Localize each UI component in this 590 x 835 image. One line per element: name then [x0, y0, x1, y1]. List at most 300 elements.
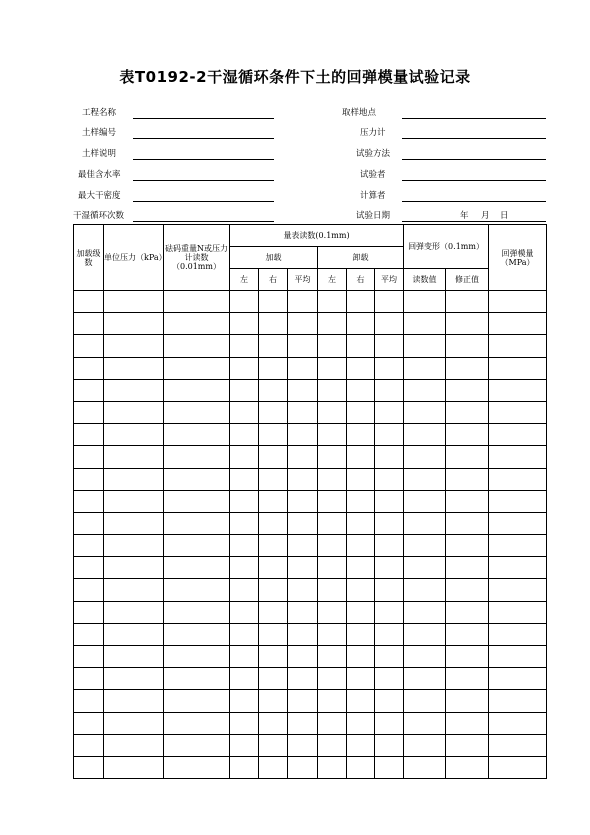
table-cell[interactable]	[375, 712, 404, 734]
table-cell[interactable]	[446, 668, 489, 690]
table-cell[interactable]	[375, 579, 404, 601]
table-cell[interactable]	[375, 756, 404, 778]
table-cell[interactable]	[104, 335, 164, 357]
table-cell[interactable]	[489, 601, 547, 623]
table-cell[interactable]	[259, 535, 288, 557]
table-cell[interactable]	[375, 291, 404, 313]
table-cell[interactable]	[74, 712, 104, 734]
table-row	[74, 357, 547, 379]
table-row	[74, 291, 547, 313]
table-cell[interactable]	[74, 468, 104, 490]
table-cell[interactable]	[446, 646, 489, 668]
table-cell[interactable]	[288, 734, 318, 756]
table-cell[interactable]	[347, 734, 375, 756]
table-cell[interactable]	[446, 490, 489, 512]
table-cell[interactable]	[259, 424, 288, 446]
table-cell[interactable]	[375, 424, 404, 446]
table-cell[interactable]	[489, 512, 547, 534]
header-loading-left: 左	[230, 269, 259, 291]
table-cell[interactable]	[259, 668, 288, 690]
table-cell[interactable]	[347, 446, 375, 468]
table-cell[interactable]	[318, 734, 347, 756]
table-cell[interactable]	[164, 601, 230, 623]
table-cell[interactable]	[104, 490, 164, 512]
table-cell[interactable]	[489, 734, 547, 756]
field-max-dry-density	[78, 187, 278, 203]
field-test-method	[342, 145, 546, 161]
table-cell[interactable]	[104, 535, 164, 557]
table-row	[74, 512, 547, 534]
table-cell[interactable]	[404, 579, 446, 601]
table-cell[interactable]	[259, 646, 288, 668]
table-cell[interactable]	[230, 579, 259, 601]
table-cell[interactable]	[259, 512, 288, 534]
table-cell[interactable]	[288, 490, 318, 512]
table-cell[interactable]	[259, 379, 288, 401]
table-cell[interactable]	[347, 623, 375, 645]
table-cell[interactable]	[489, 557, 547, 579]
fill-line[interactable]	[402, 138, 546, 139]
table-cell[interactable]	[446, 623, 489, 645]
table-cell[interactable]	[164, 734, 230, 756]
table-cell[interactable]	[104, 668, 164, 690]
table-cell[interactable]	[318, 756, 347, 778]
table-row	[74, 424, 547, 446]
table-cell[interactable]	[74, 668, 104, 690]
table-cell[interactable]	[446, 357, 489, 379]
table-cell[interactable]	[347, 668, 375, 690]
table-cell[interactable]	[104, 756, 164, 778]
table-cell[interactable]	[288, 446, 318, 468]
table-cell[interactable]	[74, 490, 104, 512]
table-cell[interactable]	[489, 535, 547, 557]
table-cell[interactable]	[318, 601, 347, 623]
fill-line[interactable]	[133, 221, 274, 222]
table-cell[interactable]	[104, 712, 164, 734]
field-label: 取样地点	[342, 108, 377, 118]
table-cell[interactable]	[104, 357, 164, 379]
field-label: 最佳含水率	[78, 170, 121, 180]
table-cell[interactable]	[164, 712, 230, 734]
table-cell[interactable]	[347, 512, 375, 534]
table-cell[interactable]	[74, 291, 104, 313]
table-cell[interactable]	[74, 734, 104, 756]
table-cell[interactable]	[288, 756, 318, 778]
table-cell[interactable]	[446, 712, 489, 734]
table-cell[interactable]	[489, 291, 547, 313]
table-cell[interactable]	[259, 291, 288, 313]
table-cell[interactable]	[74, 557, 104, 579]
table-cell[interactable]	[404, 490, 446, 512]
table-cell[interactable]	[230, 535, 259, 557]
table-cell[interactable]	[318, 357, 347, 379]
table-cell[interactable]	[164, 446, 230, 468]
table-cell[interactable]	[164, 512, 230, 534]
table-cell[interactable]	[318, 468, 347, 490]
table-cell[interactable]	[489, 690, 547, 712]
table-cell[interactable]	[375, 535, 404, 557]
table-cell[interactable]	[74, 535, 104, 557]
table-cell[interactable]	[318, 712, 347, 734]
table-cell[interactable]	[230, 357, 259, 379]
table-cell[interactable]	[375, 690, 404, 712]
table-cell[interactable]	[288, 601, 318, 623]
table-cell[interactable]	[259, 401, 288, 423]
table-cell[interactable]	[375, 646, 404, 668]
table-cell[interactable]	[446, 557, 489, 579]
table-cell[interactable]	[288, 623, 318, 645]
table-cell[interactable]	[318, 512, 347, 534]
header-load-level: 加载级数	[74, 225, 104, 291]
table-cell[interactable]	[489, 646, 547, 668]
table-cell[interactable]	[104, 690, 164, 712]
table-cell[interactable]	[288, 468, 318, 490]
field-optimal-moisture	[78, 166, 278, 182]
table-cell[interactable]	[104, 623, 164, 645]
table-cell[interactable]	[259, 579, 288, 601]
table-cell[interactable]	[347, 424, 375, 446]
table-cell[interactable]	[104, 579, 164, 601]
table-cell[interactable]	[104, 646, 164, 668]
field-label: 计算者	[360, 191, 386, 201]
table-cell[interactable]	[318, 446, 347, 468]
table-cell[interactable]	[230, 734, 259, 756]
table-cell[interactable]	[347, 379, 375, 401]
table-cell[interactable]	[489, 424, 547, 446]
table-cell[interactable]	[104, 401, 164, 423]
table-cell[interactable]	[164, 668, 230, 690]
table-cell[interactable]	[230, 623, 259, 645]
table-cell[interactable]	[318, 557, 347, 579]
date-year-label: 年	[460, 211, 469, 221]
table-row	[74, 557, 547, 579]
table-cell[interactable]	[446, 379, 489, 401]
page-title: 表T0192-2干湿循环条件下土的回弹模量试验记录	[119, 68, 471, 86]
table-cell[interactable]	[375, 313, 404, 335]
table-cell[interactable]	[489, 756, 547, 778]
table-cell[interactable]	[489, 313, 547, 335]
table-cell[interactable]	[288, 313, 318, 335]
table-cell[interactable]	[404, 557, 446, 579]
table-cell[interactable]	[489, 468, 547, 490]
table-cell[interactable]	[288, 557, 318, 579]
table-cell[interactable]	[230, 401, 259, 423]
table-cell[interactable]	[230, 446, 259, 468]
table-cell[interactable]	[164, 557, 230, 579]
table-cell[interactable]	[230, 668, 259, 690]
table-cell[interactable]	[446, 335, 489, 357]
table-cell[interactable]	[404, 313, 446, 335]
table-cell[interactable]	[74, 512, 104, 534]
table-cell[interactable]	[259, 357, 288, 379]
table-cell[interactable]	[230, 690, 259, 712]
table-cell[interactable]	[446, 579, 489, 601]
header-corrected-value: 修正值	[446, 269, 489, 291]
table-cell[interactable]	[347, 357, 375, 379]
table-cell[interactable]	[74, 601, 104, 623]
table-row	[74, 690, 547, 712]
table-cell[interactable]	[404, 379, 446, 401]
table-cell[interactable]	[74, 646, 104, 668]
table-cell[interactable]	[259, 601, 288, 623]
table-cell[interactable]	[404, 712, 446, 734]
table-cell[interactable]	[375, 335, 404, 357]
table-cell[interactable]	[164, 291, 230, 313]
fill-line[interactable]	[133, 159, 274, 160]
field-label: 压力计	[360, 128, 386, 138]
table-cell[interactable]	[404, 690, 446, 712]
table-cell[interactable]	[230, 512, 259, 534]
table-cell[interactable]	[375, 557, 404, 579]
date-month-label: 月	[481, 211, 490, 221]
table-cell[interactable]	[347, 579, 375, 601]
table-cell[interactable]	[259, 446, 288, 468]
table-cell[interactable]	[489, 401, 547, 423]
table-cell[interactable]	[288, 401, 318, 423]
table-cell[interactable]	[164, 690, 230, 712]
table-cell[interactable]	[446, 690, 489, 712]
table-cell[interactable]	[347, 601, 375, 623]
table-cell[interactable]	[404, 535, 446, 557]
table-cell[interactable]	[489, 712, 547, 734]
fill-line[interactable]	[402, 118, 546, 119]
table-cell[interactable]	[259, 468, 288, 490]
fill-line[interactable]	[133, 180, 274, 181]
table-cell[interactable]	[74, 446, 104, 468]
table-cell[interactable]	[104, 557, 164, 579]
table-cell[interactable]	[230, 335, 259, 357]
table-cell[interactable]	[288, 668, 318, 690]
table-cell[interactable]	[74, 690, 104, 712]
table-cell[interactable]	[375, 490, 404, 512]
table-cell[interactable]	[164, 401, 230, 423]
table-cell[interactable]	[259, 756, 288, 778]
table-cell[interactable]	[446, 401, 489, 423]
table-cell[interactable]	[375, 379, 404, 401]
table-cell[interactable]	[164, 535, 230, 557]
field-label: 试验日期	[356, 211, 391, 221]
table-cell[interactable]	[318, 490, 347, 512]
table-cell[interactable]	[288, 690, 318, 712]
table-cell[interactable]	[489, 357, 547, 379]
table-cell[interactable]	[404, 401, 446, 423]
table-cell[interactable]	[347, 468, 375, 490]
table-cell[interactable]	[489, 335, 547, 357]
table-cell[interactable]	[164, 468, 230, 490]
table-cell[interactable]	[259, 313, 288, 335]
table-cell[interactable]	[288, 646, 318, 668]
fill-line[interactable]	[133, 138, 274, 139]
table-cell[interactable]	[404, 623, 446, 645]
table-cell[interactable]	[288, 335, 318, 357]
table-cell[interactable]	[446, 734, 489, 756]
table-cell[interactable]	[104, 601, 164, 623]
table-cell[interactable]	[489, 623, 547, 645]
table-cell[interactable]	[375, 357, 404, 379]
table-cell[interactable]	[404, 668, 446, 690]
table-cell[interactable]	[230, 291, 259, 313]
table-cell[interactable]	[230, 601, 259, 623]
table-cell[interactable]	[375, 734, 404, 756]
table-cell[interactable]	[230, 712, 259, 734]
table-cell[interactable]	[104, 468, 164, 490]
table-cell[interactable]	[347, 557, 375, 579]
table-cell[interactable]	[489, 490, 547, 512]
table-cell[interactable]	[74, 579, 104, 601]
table-cell[interactable]	[104, 379, 164, 401]
table-cell[interactable]	[230, 646, 259, 668]
table-cell[interactable]	[375, 623, 404, 645]
table-cell[interactable]	[318, 401, 347, 423]
table-cell[interactable]	[104, 734, 164, 756]
table-cell[interactable]	[230, 379, 259, 401]
table-cell[interactable]	[446, 424, 489, 446]
table-cell[interactable]	[74, 424, 104, 446]
table-cell[interactable]	[259, 690, 288, 712]
table-cell[interactable]	[230, 424, 259, 446]
table-cell[interactable]	[318, 690, 347, 712]
field-label: 干湿循环次数	[73, 211, 125, 221]
table-cell[interactable]	[347, 535, 375, 557]
table-cell[interactable]	[230, 557, 259, 579]
table-cell[interactable]	[104, 313, 164, 335]
table-cell[interactable]	[318, 379, 347, 401]
table-cell[interactable]	[347, 712, 375, 734]
table-cell[interactable]	[288, 712, 318, 734]
fill-line[interactable]	[133, 118, 274, 119]
table-cell[interactable]	[74, 313, 104, 335]
table-cell[interactable]	[164, 646, 230, 668]
field-label: 土样说明	[82, 149, 117, 159]
table-cell[interactable]	[489, 579, 547, 601]
table-cell[interactable]	[446, 291, 489, 313]
table-cell[interactable]	[375, 668, 404, 690]
table-cell[interactable]	[104, 446, 164, 468]
table-cell[interactable]	[164, 579, 230, 601]
table-cell[interactable]	[318, 623, 347, 645]
table-cell[interactable]	[489, 446, 547, 468]
table-cell[interactable]	[164, 623, 230, 645]
table-cell[interactable]	[375, 512, 404, 534]
fill-line[interactable]	[402, 180, 546, 181]
table-cell[interactable]	[104, 424, 164, 446]
table-cell[interactable]	[74, 379, 104, 401]
table-cell[interactable]	[446, 512, 489, 534]
table-cell[interactable]	[318, 535, 347, 557]
table-cell[interactable]	[375, 468, 404, 490]
table-cell[interactable]	[375, 601, 404, 623]
table-cell[interactable]	[446, 535, 489, 557]
table-cell[interactable]	[164, 335, 230, 357]
table-cell[interactable]	[164, 379, 230, 401]
table-cell[interactable]	[288, 512, 318, 534]
table-cell[interactable]	[288, 579, 318, 601]
table-cell[interactable]	[404, 601, 446, 623]
table-cell[interactable]	[404, 646, 446, 668]
table-cell[interactable]	[318, 291, 347, 313]
table-cell[interactable]	[259, 557, 288, 579]
table-cell[interactable]	[347, 490, 375, 512]
table-cell[interactable]	[74, 401, 104, 423]
table-cell[interactable]	[347, 690, 375, 712]
table-cell[interactable]	[446, 446, 489, 468]
table-cell[interactable]	[230, 490, 259, 512]
table-row	[74, 601, 547, 623]
table-cell[interactable]	[318, 579, 347, 601]
fill-line[interactable]	[402, 201, 546, 202]
table-cell[interactable]	[489, 668, 547, 690]
table-cell[interactable]	[230, 756, 259, 778]
table-cell[interactable]	[347, 313, 375, 335]
table-cell[interactable]	[288, 379, 318, 401]
table-cell[interactable]	[288, 535, 318, 557]
table-cell[interactable]	[347, 291, 375, 313]
table-cell[interactable]	[74, 756, 104, 778]
table-cell[interactable]	[259, 335, 288, 357]
table-cell[interactable]	[404, 468, 446, 490]
table-cell[interactable]	[347, 401, 375, 423]
table-cell[interactable]	[404, 446, 446, 468]
table-cell[interactable]	[164, 490, 230, 512]
table-cell[interactable]	[347, 756, 375, 778]
table-cell[interactable]	[164, 756, 230, 778]
table-cell[interactable]	[446, 601, 489, 623]
table-cell[interactable]	[164, 313, 230, 335]
table-cell[interactable]	[446, 468, 489, 490]
table-cell[interactable]	[288, 357, 318, 379]
table-cell[interactable]	[375, 401, 404, 423]
table-cell[interactable]	[164, 357, 230, 379]
table-cell[interactable]	[230, 468, 259, 490]
table-cell[interactable]	[318, 335, 347, 357]
table-cell[interactable]	[404, 335, 446, 357]
table-cell[interactable]	[288, 291, 318, 313]
table-cell[interactable]	[259, 712, 288, 734]
table-cell[interactable]	[318, 668, 347, 690]
table-cell[interactable]	[288, 424, 318, 446]
table-cell[interactable]	[404, 734, 446, 756]
table-cell[interactable]	[164, 424, 230, 446]
table-cell[interactable]	[230, 313, 259, 335]
table-cell[interactable]	[318, 313, 347, 335]
table-cell[interactable]	[404, 756, 446, 778]
table-cell[interactable]	[375, 446, 404, 468]
table-cell[interactable]	[259, 734, 288, 756]
table-cell[interactable]	[74, 623, 104, 645]
table-cell[interactable]	[104, 512, 164, 534]
table-cell[interactable]	[446, 756, 489, 778]
table-cell[interactable]	[74, 335, 104, 357]
table-cell[interactable]	[446, 313, 489, 335]
table-cell[interactable]	[404, 357, 446, 379]
fill-line[interactable]	[402, 159, 546, 160]
field-tester	[342, 166, 546, 182]
table-cell[interactable]	[318, 646, 347, 668]
table-cell[interactable]	[259, 623, 288, 645]
table-cell[interactable]	[489, 379, 547, 401]
table-cell[interactable]	[259, 490, 288, 512]
fill-line[interactable]	[133, 201, 274, 202]
table-cell[interactable]	[347, 646, 375, 668]
table-cell[interactable]	[104, 291, 164, 313]
table-cell[interactable]	[404, 424, 446, 446]
fill-line[interactable]	[402, 221, 546, 222]
table-cell[interactable]	[347, 335, 375, 357]
table-cell[interactable]	[404, 291, 446, 313]
table-cell[interactable]	[318, 424, 347, 446]
table-cell[interactable]	[74, 357, 104, 379]
table-cell[interactable]	[404, 512, 446, 534]
